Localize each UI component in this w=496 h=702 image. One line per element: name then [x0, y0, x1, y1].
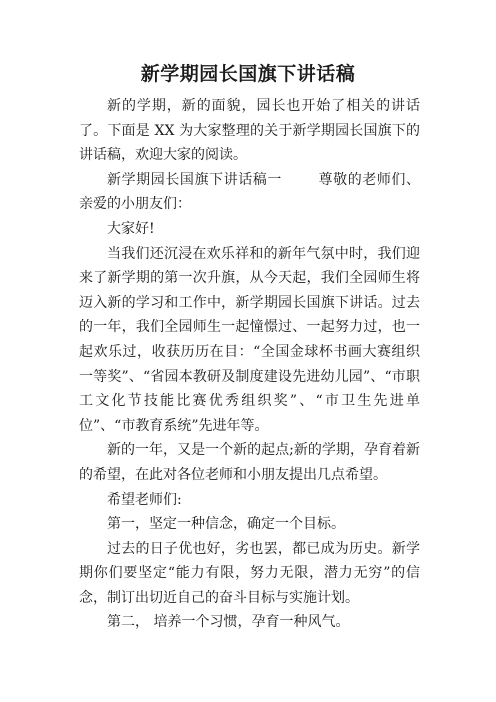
document-body — [79, 94, 420, 635]
paragraph-point-two: 第二， 培养一个习惯，孕育一种风气。 — [107, 614, 350, 631]
paragraph-hello: 大家好! — [107, 220, 155, 237]
paragraph-new-year: 新的一年，又是一个新的起点;新的学期，孕育着新的希望，在此对各位老师和小朋友提出几点希望。 — [79, 442, 420, 483]
paragraph-hope-teachers: 希望老师们: — [107, 491, 182, 508]
paragraph-point-one: 第一，坚定一种信念，确定一个目标。 — [107, 516, 345, 533]
page-title: 新学期园长国旗下讲话稿 — [140, 63, 356, 85]
paragraph-intro: 新的学期，新的面貌，园长也开始了相关的讲话了。下面是 XX 为大家整理的关于新学期园长国旗下的讲话稿，欢迎大家的阅读。 — [79, 98, 420, 164]
paragraph-review: 当我们还沉浸在欢乐祥和的新年气氛中时，我们迎来了新学期的第一次升旗，从今天起，我们全园师生将迈入新的学习和工作中，新学期园长国旗下讲话。过去的一年，我们全园师生一起憧憬过、一起努力过，也一起欢乐过，收获历历在目：“全国金球杯书画大赛组织一等奖”、“省园本教研及制度建设先进幼儿园”、“市职工文化节技能比赛优秀组织奖”、“市卫生先进单位”、“市教育系统”先进年等。 — [79, 245, 420, 434]
greeting: 尊敬的老师们、亲爱的小朋友们： — [79, 171, 421, 213]
section-heading: 新学期园长国旗下讲话稿一 — [107, 171, 282, 188]
paragraph-section-heading — [79, 168, 420, 217]
paragraph-point-one-detail: 过去的日子优也好，劣也罢，都已成为历史。新学期你们要坚定“能力有限，努力无限，潜力无穷”的信念，制订出切近自己的奋斗目标与实施计划。 — [79, 540, 420, 606]
